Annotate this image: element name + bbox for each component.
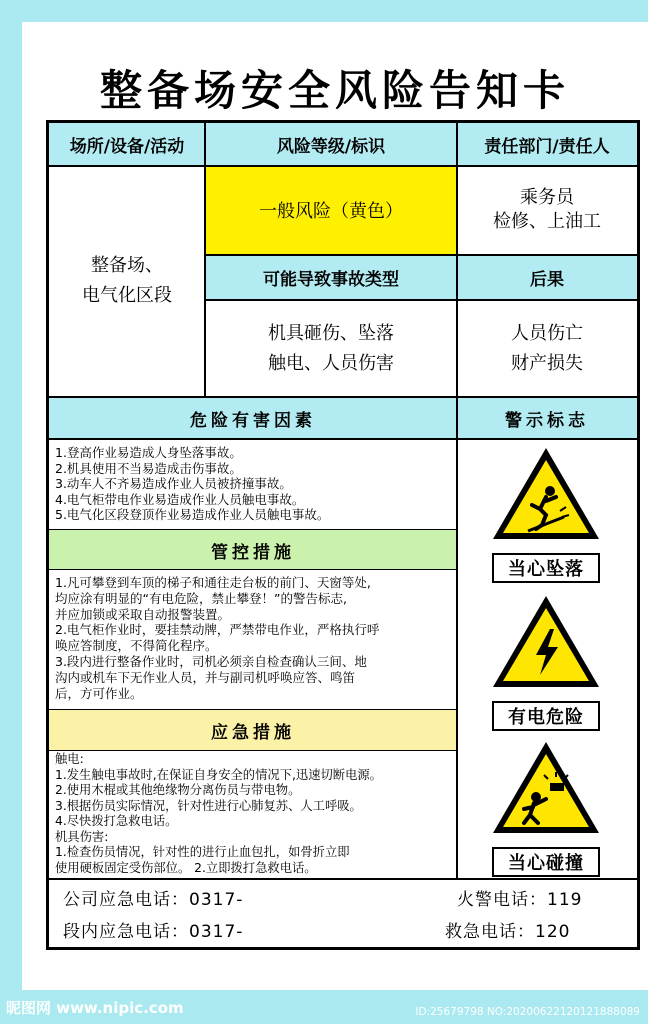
emergency-measures-list <box>55 752 459 876</box>
fire-phone: 火警电话：119 <box>457 890 583 910</box>
sign-label-electric: 有电危险 <box>492 701 600 731</box>
warning-sign-collision <box>489 739 603 877</box>
company-emergency-phone: 公司应急电话：0317- <box>63 890 244 910</box>
divider <box>204 123 206 397</box>
divider <box>49 569 457 570</box>
emergency-item: 1.检查伤员情况，针对性的进行止血包扎，如骨折立即 <box>55 845 350 859</box>
emergency-measures-header: 应急措施 <box>49 710 457 750</box>
page-title: 整备场安全风险告知卡 <box>99 66 570 115</box>
fall-hazard-icon <box>490 445 602 543</box>
hazard-item: 3.动车人不齐易造成作业人员被挤撞事故。 <box>55 476 292 491</box>
depot-emergency-phone: 段内应急电话：0317- <box>63 922 244 942</box>
sign-label-collision: 当心碰撞 <box>492 847 600 877</box>
watermark-left: 昵图网 www.nipic.com <box>6 999 184 1017</box>
emergency-item: 1.发生触电事故时,在保证自身安全的情况下,迅速切断电源。 <box>55 767 382 782</box>
divider <box>456 123 458 879</box>
divider <box>205 254 637 256</box>
emergency-item: 2.使用木棍或其他绝缘物分离伤员与带电物。 <box>55 783 301 797</box>
emergency-item: 使用硬板固定受伤部位。 2.立即拨打急救电话。 <box>55 860 317 875</box>
responsible-line-2: 检修、上油工 <box>493 211 601 232</box>
control-measures-list <box>55 575 455 701</box>
emergency-item: 机具伤害: <box>55 829 109 844</box>
header-responsible: 责任部门/责任人 <box>457 123 637 165</box>
control-item: 沟内或机车下无作业人员，并与副司机呼唤应答、鸣笛 <box>55 669 356 685</box>
emergency-item: 触电: <box>55 752 84 766</box>
ambulance-phone: 救急电话：120 <box>445 922 571 942</box>
accident-type-header: 可能导致事故类型 <box>205 255 457 300</box>
hazard-item: 5.电气化区段登顶作业易造成作业人员触电事故。 <box>55 507 330 522</box>
warning-sign-electric <box>489 593 603 731</box>
control-measures-header: 管控措施 <box>49 530 457 570</box>
emergency-item: 4.尽快拨打急救电话。 <box>55 814 178 828</box>
control-item: 唤应答制度，不得简化程序。 <box>55 638 218 654</box>
warning-sign-fall <box>489 445 603 583</box>
divider <box>49 165 637 167</box>
divider <box>49 878 637 880</box>
divider <box>49 529 457 530</box>
collision-hazard-icon <box>490 739 602 837</box>
safety-card-sheet <box>22 22 648 990</box>
control-item: 2.电气柜作业时，要挂禁动牌，严禁带电作业，严格执行呼 <box>55 622 380 638</box>
sign-label-fall: 当心坠落 <box>492 553 600 583</box>
emergency-item: 3.根据伤员实际情况，针对性进行心肺复苏、人工呼吸。 <box>55 798 362 813</box>
header-risk-level: 风险等级/标识 <box>205 123 457 165</box>
control-item: 1.凡可攀登到车顶的梯子和通往走台板的前门、天窗等处, <box>55 575 371 590</box>
divider <box>205 299 637 301</box>
header-location: 场所/设备/活动 <box>49 123 205 165</box>
divider <box>49 750 457 751</box>
location-cell <box>49 165 205 397</box>
hazards-list <box>55 445 455 523</box>
control-item: 均应涂有明显的“有电危险，禁止攀登！”的警告标志, <box>55 590 347 606</box>
location-line-2: 电气化区段 <box>82 285 172 306</box>
responsible-line-1: 乘务员 <box>520 187 574 208</box>
hazard-item: 4.电气柜带电作业易造成作业人员触电事故。 <box>55 491 305 507</box>
location-line-1: 整备场、 <box>91 255 163 276</box>
risk-card <box>46 120 640 950</box>
responsible-cell <box>457 165 637 255</box>
divider <box>49 709 457 710</box>
consequences-cell <box>457 300 637 397</box>
risk-level-badge: 一般风险（黄色） <box>205 165 457 255</box>
consequence-header: 后果 <box>457 255 637 300</box>
accident-types-cell <box>205 300 457 397</box>
hazards-header: 危险有害因素 <box>49 397 457 439</box>
hazard-item: 2.机具使用不当易造成击伤事故。 <box>55 460 242 476</box>
control-item: 后，方可作业。 <box>55 685 143 701</box>
control-item: 3.段内进行整备作业时，司机必须亲自检查确认三间、地 <box>55 653 367 669</box>
accident-type-1: 机具砸伤、坠落 <box>268 322 394 344</box>
warning-signs-header: 警示标志 <box>457 397 637 439</box>
electric-hazard-icon <box>490 593 602 691</box>
watermark-right: ID:25679798 NO:20200622120121888089 <box>415 1006 640 1018</box>
consequence-2: 财产损失 <box>511 352 583 374</box>
accident-type-2: 触电、人员伤害 <box>268 352 394 374</box>
control-item: 并应加锁或采取自动报警装置。 <box>55 606 231 622</box>
divider <box>49 396 637 398</box>
divider <box>49 438 637 440</box>
consequence-1: 人员伤亡 <box>511 322 583 344</box>
hazard-item: 1.登高作业易造成人身坠落事故。 <box>55 445 242 460</box>
